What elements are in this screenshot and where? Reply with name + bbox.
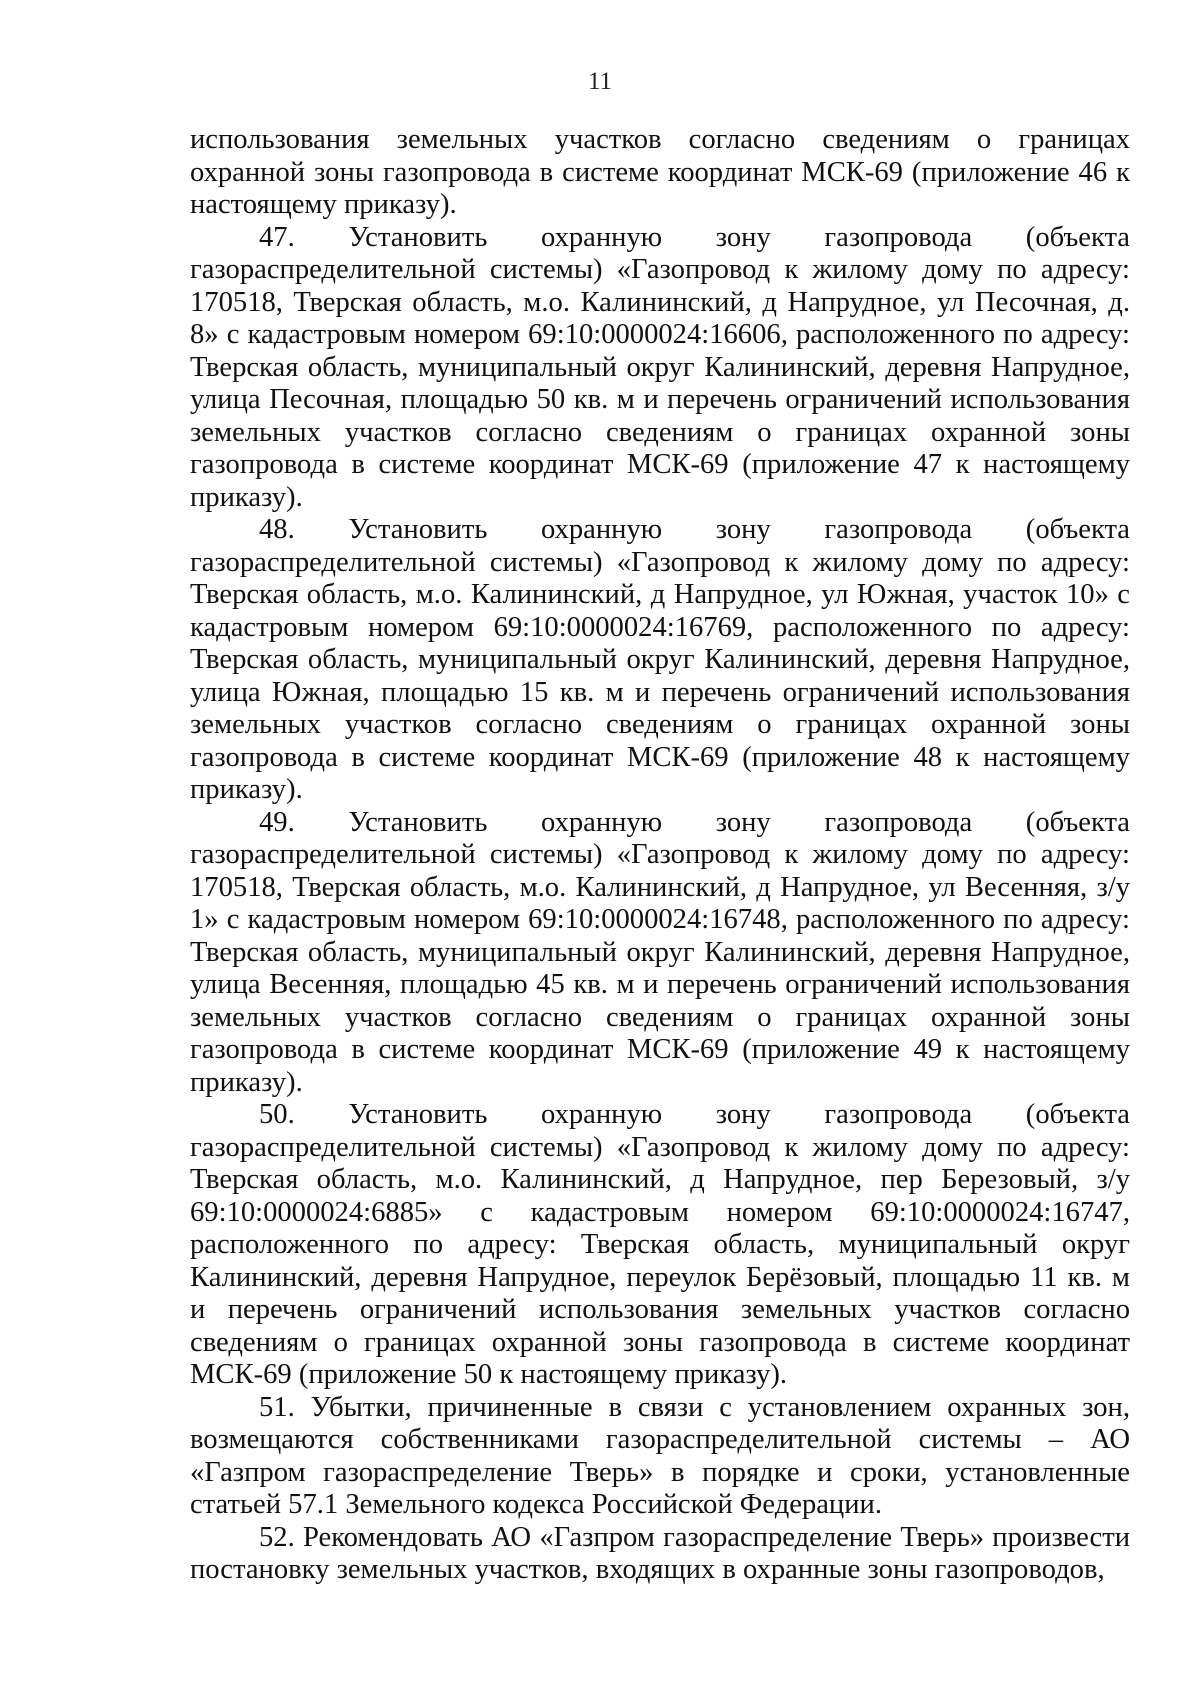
paragraph-item-50: 50. Установить охранную зону газопровода (объекта газораспределительной системы) «Газопровод к жилому дому по адресу: Тверская область, м.о. Калининский, д Напрудное, пер Березовый, з/у 69:10:0000024:6885» с кадастровым номером 69:10:0000024:16747, расположенного по адресу: Тверская область, муниципальный округ Калининский, деревня Напрудное, переулок Берёзовый, площадью 11 кв. м и перечень ограничений использования земельных участков согласно сведениям о границах охранной зоны газопровода в системе координат МСК-69 (приложение 50 к настоящему приказу). bbox=[190, 1099, 1130, 1390]
paragraph-continuation: использования земельных участков согласно сведениям о границах охранной зоны газопровода в системе координат МСК-69 (приложение 46 к настоящему приказу). bbox=[190, 124, 1130, 220]
paragraph-item-52: 52. Рекомендовать АО «Газпром газораспределение Тверь» произвести постановку земельных участков, входящих в охранные зоны газопроводов, bbox=[190, 1521, 1130, 1585]
paragraph-item-49: 49. Установить охранную зону газопровода (объекта газораспределительной системы) «Газопровод к жилому дому по адресу: 170518, Тверская область, м.о. Калининский, д Напрудное, ул Весенняя, з/у 1» с кадастровым номером 69:10:0000024:16748, расположенного по адресу: Тверская область, муниципальный округ Калининский, деревня Напрудное, улица Весенняя, площадью 45 кв. м и перечень ограничений использования земельных участков согласно сведениям о границах охранной зоны газопровода в системе координат МСК-69 (приложение 49 к настоящему приказу). bbox=[190, 806, 1130, 1098]
paragraph-item-47: 47. Установить охранную зону газопровода (объекта газораспределительной системы) «Газопровод к жилому дому по адресу: 170518, Тверская область, м.о. Калининский, д Напрудное, ул Песочная, д. 8» с кадастровым номером 69:10:0000024:16606, расположенного по адресу: Тверская область, муниципальный округ Калининский, деревня Напрудное, улица Песочная, площадью 50 кв. м и перечень ограничений использования земельных участков согласно сведениям о границах охранной зоны газопровода в системе координат МСК-69 (приложение 47 к настоящему приказу). bbox=[190, 221, 1130, 513]
page-number: 11 bbox=[587, 68, 613, 95]
document-body bbox=[190, 124, 1130, 1587]
paragraph-item-51: 51. Убытки, причиненные в связи с установлением охранных зон, возмещаются собственниками газораспределительной системы – АО «Газпром газораспределение Тверь» в порядке и сроки, установленные статьей 57.1 Земельного кодекса Российской Федерации. bbox=[190, 1391, 1130, 1520]
paragraph-item-48: 48. Установить охранную зону газопровода (объекта газораспределительной системы) «Газопровод к жилому дому по адресу: Тверская область, м.о. Калининский, д Напрудное, ул Южная, участок 10» с кадастровым номером 69:10:0000024:16769, расположенного по адресу: Тверская область, муниципальный округ Калининский, деревня Напрудное, улица Южная, площадью 15 кв. м и перечень ограничений использования земельных участков согласно сведениям о границах охранной зоны газопровода в системе координат МСК-69 (приложение 48 к настоящему приказу). bbox=[190, 514, 1130, 805]
